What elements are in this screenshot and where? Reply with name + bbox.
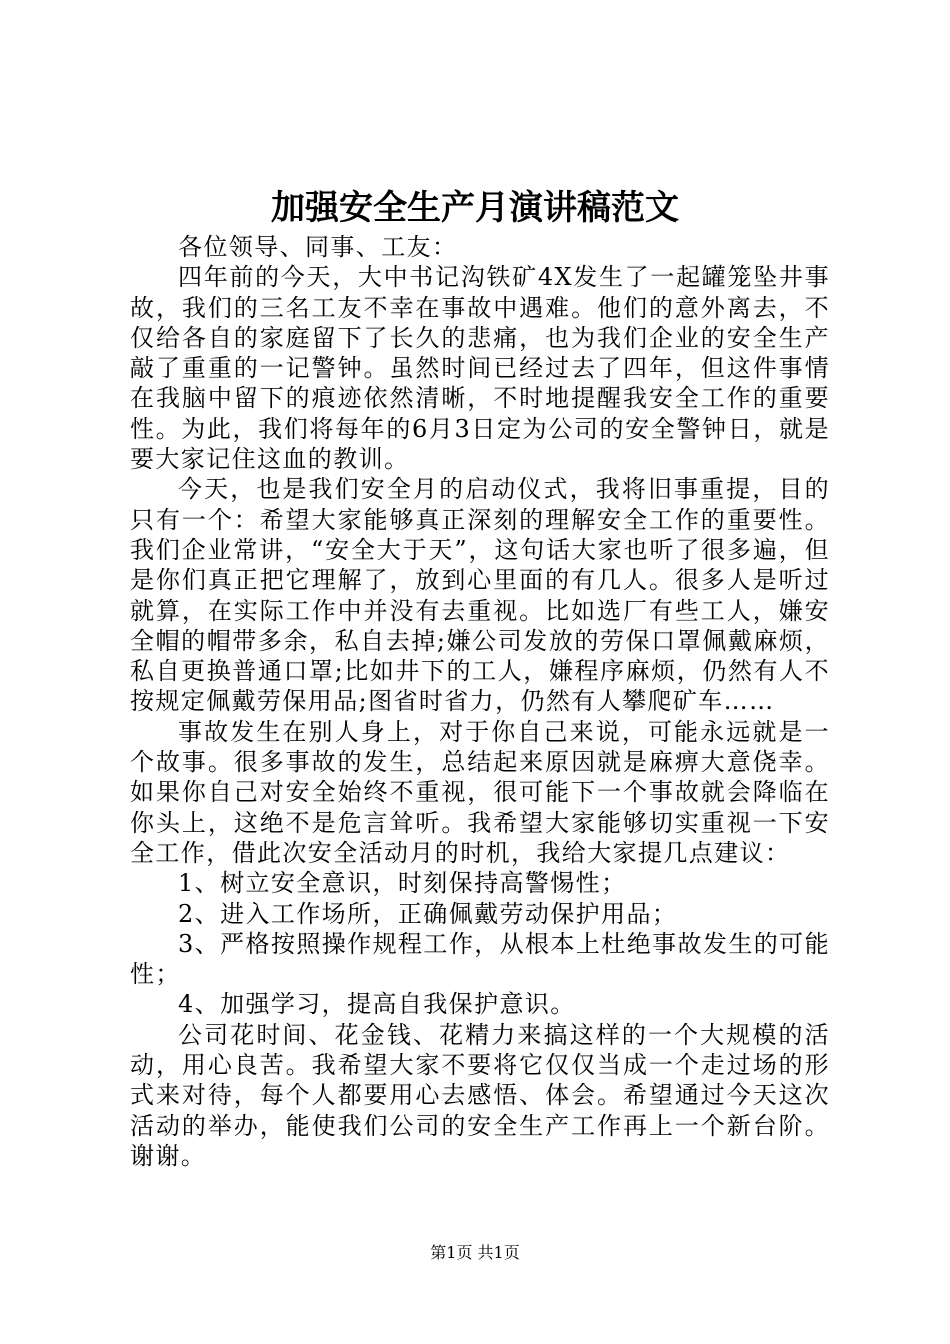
suggestion-item-1: 1、树立安全意识，时刻保持高警惕性； [178,869,627,898]
paragraph-closing: 公司花时间、花金钱、花精力来搞这样的一个大规模的活动，用心良苦。我希望大家不要将它仅仅当成一个走过场的形式来对待，每个人都要用心去感悟、体会。希望通过今天这次活动的举办，能使我们公司的安全生产工作再上一个新台阶。谢谢。 [130,1020,830,1170]
paragraph-accident-recall: 四年前的今天，大中书记沟铁矿4X发生了一起罐笼坠井事故，我们的三名工友不幸在事故中遇难。他们的意外离去，不仅给各自的家庭留下了长久的悲痛，也为我们企业的安全生产敲了重重的一记警钟。虽然时间已经过去了四年，但这件事情在我脑中留下的痕迹依然清晰，不时地提醒我安全工作的重要性。为此，我们将每年的6月3日定为公司的安全警钟日，就是要大家记住这血的教训。 [130,263,830,474]
document-body [130,232,830,1171]
document-title: 加强安全生产月演讲稿范文 [271,188,679,228]
paragraph-accident-warning: 事故发生在别人身上，对于你自己来说，可能永远就是一个故事。很多事故的发生，总结起来原因就是麻痹大意侥幸。如果你自己对安全始终不重视，很可能下一个事故就会降临在你头上，这绝不是危言耸听。我希望大家能够切实重视一下安全工作，借此次安全活动月的时机，我给大家提几点建议： [130,717,830,867]
suggestion-item-2: 2、进入工作场所，正确佩戴劳动保护用品； [178,899,678,928]
suggestion-item-3: 3、严格按照操作规程工作，从根本上杜绝事故发生的可能性； [130,929,830,989]
page-footer: 第1页 共1页 [430,1243,520,1262]
suggestion-item-4: 4、加强学习，提高自我保护意识。 [178,990,576,1019]
paragraph-safety-month: 今天，也是我们安全月的启动仪式，我将旧事重提，目的只有一个：希望大家能够真正深刻的理解安全工作的重要性。我们企业常讲，“安全大于天”，这句话大家也听了很多遍，但是你们真正把它理解了，放到心里面的有几人。很多人是听过就算，在实际工作中并没有去重视。比如选厂有些工人，嫌安全帽的帽带多余，私自去掉;嫌公司发放的劳保口罩佩戴麻烦，私自更换普通口罩;比如井下的工人，嫌程序麻烦，仍然有人不按规定佩戴劳保用品;图省时省力，仍然有人攀爬矿车…… [130,475,830,716]
salutation: 各位领导、同事、工友： [178,233,458,261]
